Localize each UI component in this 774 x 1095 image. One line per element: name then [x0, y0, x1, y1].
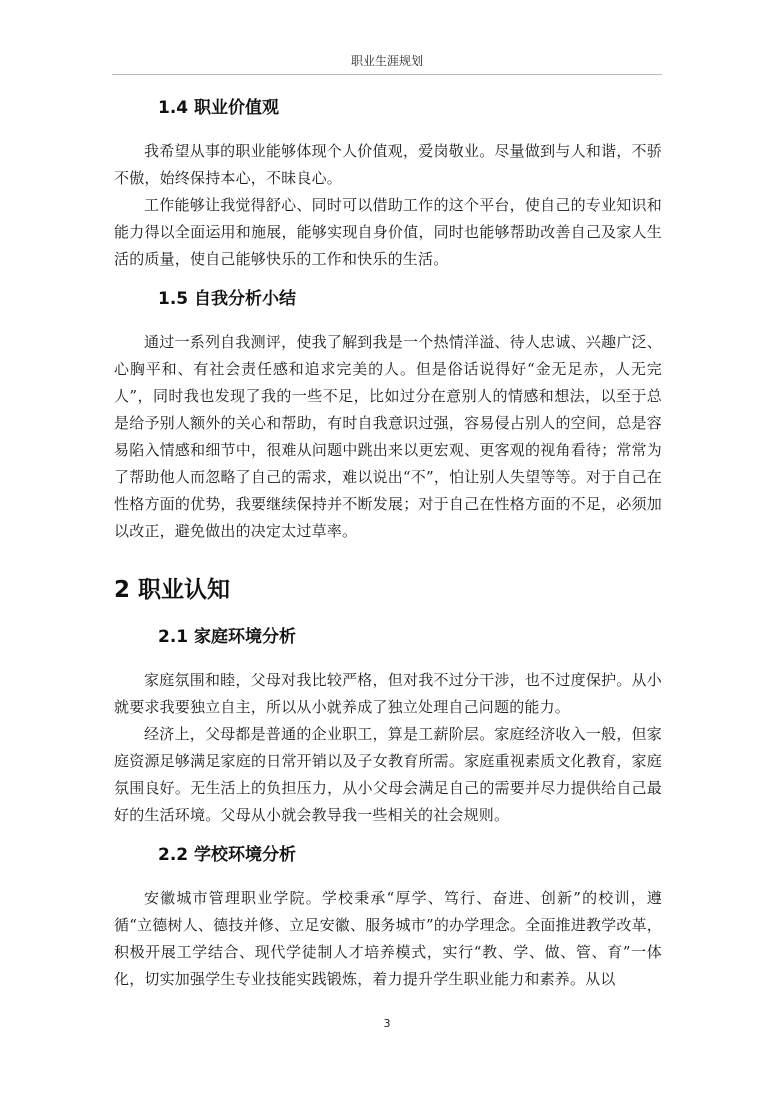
- section-1-4: [114, 96, 662, 273]
- chapter-heading: 2 职业认知: [114, 577, 231, 603]
- document-body: [114, 96, 662, 993]
- paragraph: 通过一系列自我测评，使我了解到我是一个热情洋溢、待人忠诚、兴趣广泛、心胸平和、有社会责任感和追求完美的人。但是俗话说得好“金无足赤，人无完人”，同时我也发现了我的一些不足，比如过分在意别人的情感和想法，以至于总是给予别人额外的关心和帮助，有时自我意识过强，容易侵占别人的空间，总是容易陷入情感和细节中，很难从问题中跳出来以更宏观、更客观的视角看待；常常为了帮助他人而忽略了自己的需求，难以说出“不”，怕让别人失望等等。对于自己在性格方面的优势，我要继续保持并不断发展；对于自己在性格方面的不足，必须加以改正，避免做出的决定太过草率。: [114, 333, 662, 540]
- header-divider: [112, 74, 662, 75]
- section-heading: 1.4 职业价值观: [158, 98, 280, 118]
- section-heading: 2.2 学校环境分析: [158, 845, 297, 865]
- paragraph: 安徽城市管理职业学院。学校秉承“厚学、笃行、奋进、创新”的校训，遵循“立德树人、德技并修、立足安徽、服务城市”的办学理念。全面推进教学改革，积极开展工学结合、现代学徒制人才培养模式，实行“教、学、做、管、育”一体化，切实加强学生专业技能实践锻炼，着力提升学生职业能力和素养。从以: [114, 889, 662, 988]
- section-heading: 1.5 自我分析小结: [158, 289, 297, 309]
- page-header: 职业生涯规划: [350, 54, 423, 68]
- page-number: 3: [383, 1017, 391, 1030]
- section-1-5: [114, 287, 662, 545]
- paragraph: 家庭氛围和睦，父母对我比较严格，但对我不过分干涉，也不过度保护。从小就要求我要独立自主，所以从小就养成了独立处理自己问题的能力。: [114, 671, 662, 716]
- paragraph: 经济上，父母都是普通的企业职工，算是工薪阶层。家庭经济收入一般，但家庭资源足够满足家庭的日常开销以及子女教育所需。家庭重视素质文化教育，家庭氛围良好。无生活上的负担压力，从小父母会满足自己的需要并尽力提供给自己最好的生活环境。父母从小就会教导我一些相关的社会规则。: [114, 725, 662, 824]
- section-heading: 2.1 家庭环境分析: [158, 627, 297, 647]
- paragraph: 我希望从事的职业能够体现个人价值观，爱岗敬业。尽量做到与人和谐，不骄不傲，始终保持本心，不昧良心。: [114, 142, 662, 187]
- section-2-2: [114, 843, 662, 993]
- paragraph: 工作能够让我觉得舒心、同时可以借助工作的这个平台，使自己的专业知识和能力得以全面运用和施展，能够实现自身价值，同时也能够帮助改善自己及家人生活的质量，使自己能够快乐的工作和快乐的生活。: [114, 196, 662, 268]
- section-2-1: [114, 625, 662, 829]
